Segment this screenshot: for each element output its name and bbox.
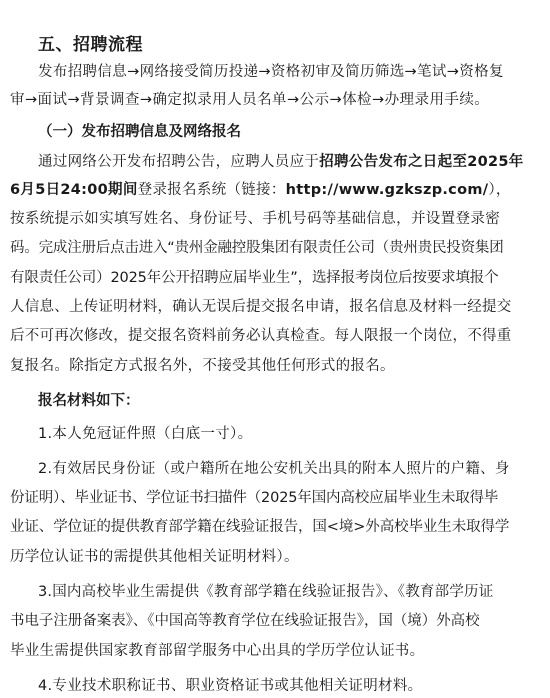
para-line-1-text: 通过网络公开发布招聘公告，应聘人员应于: [38, 154, 320, 170]
deadline-end-text: 6月5日24:00期间: [10, 182, 138, 198]
material-item-2-line-1: 2.有效居民身份证（或户籍所在地公安机关出具的附本人照片的户籍、身: [38, 461, 510, 477]
para-line-3: 按系统提示如实填写姓名、身份证号、手机号码等基础信息，并设置登录密: [10, 211, 501, 227]
para-line-2: [10, 180, 511, 200]
material-item-2-line-2: 份证明）、毕业证书、学位证书扫描件（2025年国内高校应届毕业生未取得毕: [10, 490, 499, 506]
material-item-2-line-4: 历学位认证书的需提供其他相关证明材料）。: [10, 549, 299, 565]
subsection-title: （一）发布招聘信息及网络报名: [38, 124, 241, 140]
material-item-3-line-3: 毕业生需提供国家教育部留学服务中心出具的学历学位认证书。: [10, 643, 425, 659]
para-line-1: [38, 152, 524, 172]
para-line-5: 有限责任公司）2025年公开招聘应届毕业生”，选择报考岗位后按要求填报个: [10, 270, 499, 286]
section-title: 五、招聘流程: [38, 35, 143, 55]
login-text: 登录报名系统（链接：: [137, 182, 286, 198]
materials-title: 报名材料如下：: [38, 393, 140, 409]
material-item-3-line-1: 3.国内高校毕业生需提供《教育部学籍在线验证报告》、《教育部学历证: [38, 584, 494, 600]
para-line-8: 复报名。除指定方式报名外，不接受其他任何形式的报名。: [10, 358, 395, 374]
material-item-4: 4.专业技术职称证书、职业资格证书或其他相关证明材料。: [38, 678, 423, 694]
deadline-start-text: 招聘公告发布之日起至2025年: [319, 154, 524, 170]
para-line-7: 后不可再次修改，提交报名资料前务必认真检查。每人限报一个岗位，不得重: [10, 328, 512, 344]
url-close-paren: ），: [488, 182, 511, 198]
material-item-1: 1.本人免冠证件照（白底一寸）。: [38, 426, 253, 442]
material-item-2-line-3: 业证、学位证的提供教育部学籍在线验证报告，国<境>外高校毕业生未取得学: [10, 519, 510, 535]
para-line-4: 码。完成注册后点击进入“贵州金融控股集团有限责任公司（贵州贵民投资集团: [10, 240, 504, 256]
material-item-3-line-2: 书电子注册备案表》、《中国高等教育学位在线验证报告》，国（境）外高校: [10, 613, 480, 629]
para-line-6: 人信息、上传证明材料，确认无误后提交报名申请，报名信息及材料一经提交: [10, 299, 512, 315]
flow-line-1: 发布招聘信息→网络接受简历投递→资格初审及简历筛选→笔试→资格复: [38, 64, 504, 80]
registration-url[interactable]: http://www.gzkszp.com/: [285, 182, 489, 198]
flow-line-2: 审→面试→背景调查→确定拟录用人员名单→公示→体检→办理录用手续。: [10, 92, 490, 108]
